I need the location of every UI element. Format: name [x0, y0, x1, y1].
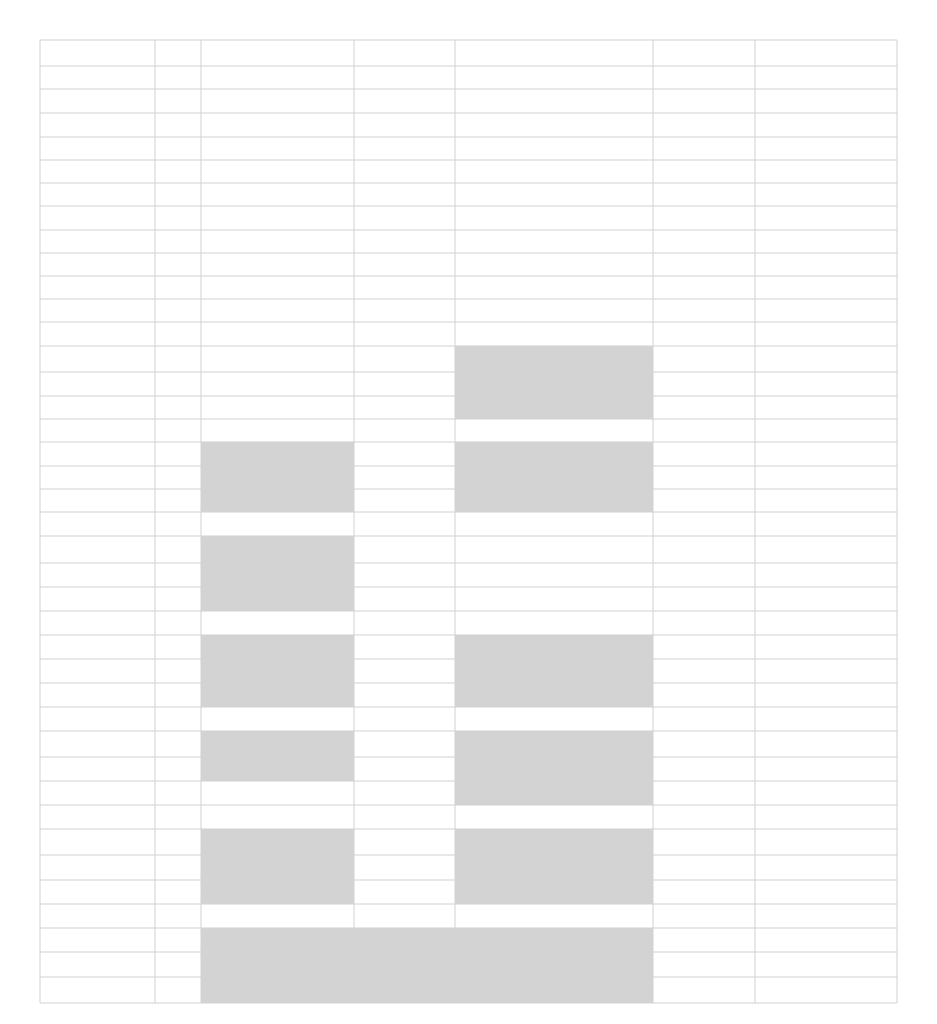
- day-date: [755, 346, 897, 372]
- day-date: [653, 536, 755, 563]
- day-entry: [755, 299, 897, 322]
- day-entry: [653, 880, 755, 904]
- day-entry: [455, 781, 653, 805]
- day-entry: [455, 396, 653, 419]
- day-date: [354, 253, 455, 276]
- day-entry: [455, 683, 653, 707]
- day-entry: [755, 659, 897, 683]
- day-date: [653, 442, 755, 466]
- day-date: [455, 160, 653, 183]
- day-date: [201, 829, 354, 855]
- day-date: [755, 442, 897, 466]
- day-entry: [455, 659, 653, 683]
- day-header-wednesday: [455, 40, 653, 66]
- page-title: [40, 4, 898, 38]
- day-entry: [653, 299, 755, 322]
- day-entry: [755, 683, 897, 707]
- day-entry: [653, 183, 755, 206]
- day-entry: [455, 855, 653, 880]
- day-entry: [455, 183, 653, 206]
- legend-fill: [455, 928, 653, 1003]
- corner-cell: [40, 40, 155, 66]
- day-date: [755, 731, 897, 757]
- week-date-range: [155, 160, 201, 183]
- day-date: [354, 635, 455, 659]
- week-month-label: [40, 536, 155, 563]
- day-date: [201, 66, 354, 89]
- day-date: [354, 731, 455, 757]
- day-entry: [201, 563, 354, 587]
- day-entry: [201, 781, 354, 805]
- day-date: [455, 253, 653, 276]
- day-entry: [653, 113, 755, 137]
- day-date: [201, 160, 354, 183]
- day-entry: [755, 805, 897, 829]
- day-date: [755, 160, 897, 183]
- day-entry: [201, 587, 354, 611]
- week-month-label: [40, 635, 155, 659]
- day-entry: [653, 276, 755, 299]
- day-date: [755, 635, 897, 659]
- week-month-label: [40, 66, 155, 89]
- day-entry: [653, 563, 755, 587]
- day-date: [455, 346, 653, 372]
- week-date-range: [155, 635, 201, 659]
- day-entry: [354, 396, 455, 419]
- day-entry: [201, 276, 354, 299]
- day-date: [653, 829, 755, 855]
- day-entry: [354, 276, 455, 299]
- day-entry: [653, 396, 755, 419]
- day-entry: [201, 489, 354, 512]
- week-month-label: [40, 731, 155, 757]
- day-entry: [755, 757, 897, 781]
- day-date: [653, 160, 755, 183]
- week-date-range: [155, 829, 201, 855]
- day-date: [354, 829, 455, 855]
- day-date: [354, 536, 455, 563]
- day-date: [653, 346, 755, 372]
- day-entry: [201, 299, 354, 322]
- day-entry: [201, 372, 354, 396]
- day-entry: [653, 855, 755, 880]
- day-entry: [354, 299, 455, 322]
- day-date: [201, 253, 354, 276]
- day-entry: [755, 563, 897, 587]
- day-entry: [455, 206, 653, 230]
- day-date: [455, 635, 653, 659]
- day-entry: [653, 659, 755, 683]
- day-entry: [455, 880, 653, 904]
- day-entry: [653, 372, 755, 396]
- day-date: [201, 635, 354, 659]
- day-entry: [455, 466, 653, 489]
- day-entry: [455, 372, 653, 396]
- week-date-range: [155, 66, 201, 89]
- day-entry: [201, 855, 354, 880]
- day-date: [201, 536, 354, 563]
- week-month-label: [40, 160, 155, 183]
- day-entry: [755, 113, 897, 137]
- day-entry: [201, 206, 354, 230]
- day-date: [755, 66, 897, 89]
- legend-fill: [354, 928, 455, 1003]
- week-date-range: [155, 442, 201, 466]
- week-month-label: [40, 346, 155, 372]
- legend-fill: [201, 928, 354, 1003]
- day-entry: [201, 466, 354, 489]
- day-entry: [201, 183, 354, 206]
- day-entry: [354, 372, 455, 396]
- day-entry: [755, 396, 897, 419]
- day-entry: [354, 880, 455, 904]
- day-entry: [653, 489, 755, 512]
- week-month-label: [40, 253, 155, 276]
- week-date-range: [155, 346, 201, 372]
- day-entry: [653, 466, 755, 489]
- day-date: [455, 731, 653, 757]
- week-date-range: [155, 253, 201, 276]
- day-date: [755, 253, 897, 276]
- day-date: [455, 66, 653, 89]
- day-entry: [354, 489, 455, 512]
- day-entry: [354, 855, 455, 880]
- day-entry: [755, 206, 897, 230]
- day-entry: [354, 587, 455, 611]
- day-entry: [354, 183, 455, 206]
- day-date: [354, 442, 455, 466]
- day-entry: [755, 183, 897, 206]
- day-entry: [354, 206, 455, 230]
- day-date: [201, 731, 354, 757]
- day-entry: [354, 781, 455, 805]
- day-entry: [755, 322, 897, 346]
- day-date: [354, 346, 455, 372]
- day-entry: [354, 466, 455, 489]
- week-month-label: [40, 442, 155, 466]
- day-entry: [755, 707, 897, 731]
- day-date: [455, 442, 653, 466]
- day-entry: [755, 489, 897, 512]
- day-entry: [354, 757, 455, 781]
- day-entry: [201, 757, 354, 781]
- day-date: [354, 160, 455, 183]
- day-entry: [201, 396, 354, 419]
- day-entry: [755, 512, 897, 536]
- day-entry: [653, 206, 755, 230]
- day-entry: [455, 563, 653, 587]
- day-entry: [201, 659, 354, 683]
- week-date-range: [155, 536, 201, 563]
- day-entry: [755, 466, 897, 489]
- day-date: [755, 536, 897, 563]
- day-date: [201, 346, 354, 372]
- day-entry: [354, 659, 455, 683]
- week-date-range: [155, 731, 201, 757]
- day-entry: [455, 757, 653, 781]
- day-entry: [755, 89, 897, 113]
- day-entry: [755, 372, 897, 396]
- day-date: [653, 731, 755, 757]
- week-month-label: [40, 829, 155, 855]
- day-date: [653, 253, 755, 276]
- day-entry: [755, 781, 897, 805]
- day-date: [354, 66, 455, 89]
- day-entry: [354, 683, 455, 707]
- day-entry: [455, 489, 653, 512]
- day-entry: [653, 89, 755, 113]
- day-header-monday: [201, 40, 354, 66]
- day-date: [455, 829, 653, 855]
- day-date: [653, 635, 755, 659]
- day-date: [653, 66, 755, 89]
- day-header-tuesday: [354, 40, 455, 66]
- day-header-friday: [755, 40, 897, 66]
- day-entry: [201, 880, 354, 904]
- day-entry: [455, 276, 653, 299]
- day-entry: [653, 757, 755, 781]
- day-entry: [354, 563, 455, 587]
- day-entry: [755, 276, 897, 299]
- day-header-thursday: [653, 40, 755, 66]
- day-entry: [201, 683, 354, 707]
- day-date: [201, 442, 354, 466]
- day-entry: [455, 299, 653, 322]
- day-date: [455, 536, 653, 563]
